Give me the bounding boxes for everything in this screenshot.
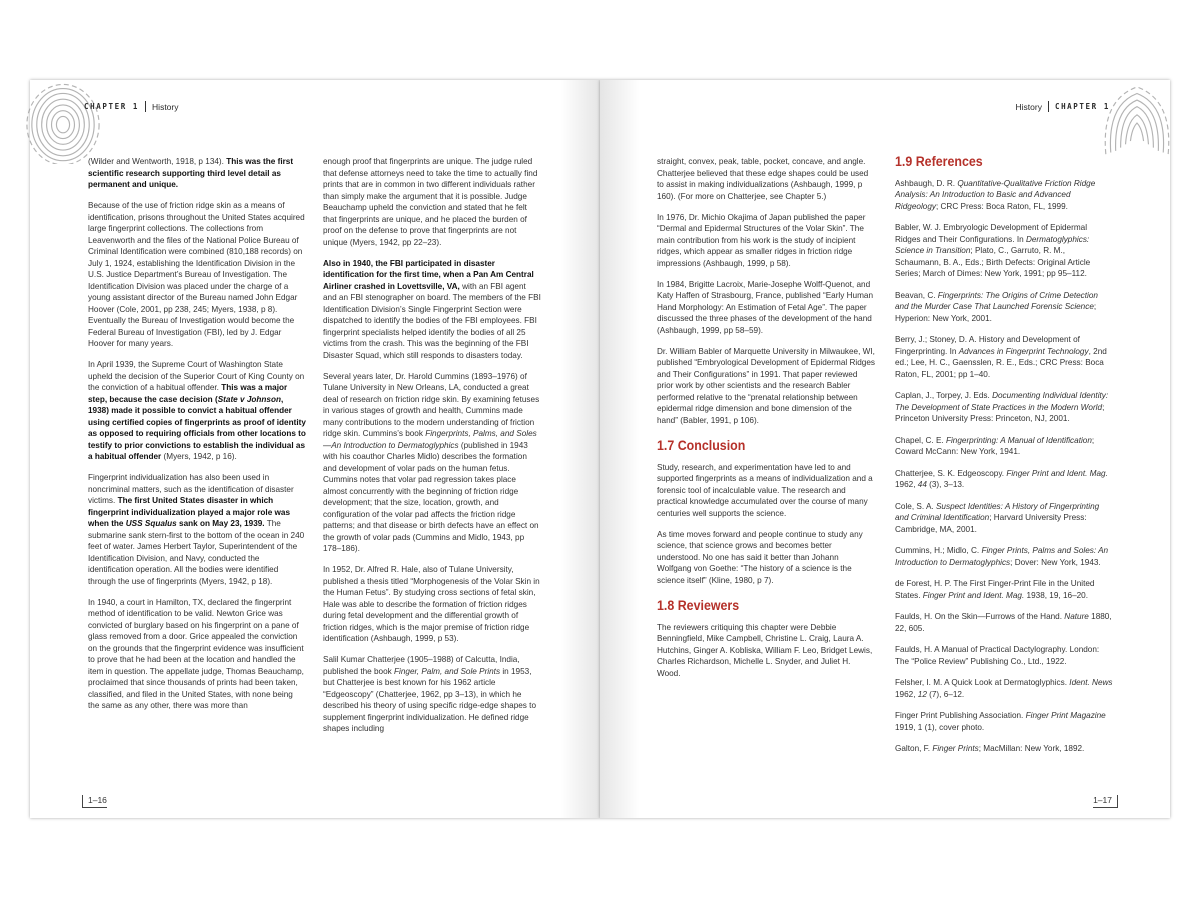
body-paragraph: In April 1939, the Supreme Court of Washington State upheld the decision of the Superior Court of King County on the conviction of a habitual offender. This was a major step, because the case decision (State v Johnson, 1938) made it possible to convict a habitual offender using certified copies of fingerprints as proof of identity as opposed to requiring officials from other locations to testify to prior convictions to establish the individual as a habitual offender (Myers, 1942, p 16).	[88, 360, 306, 461]
section-heading-conclusion: 1.7 Conclusion	[657, 438, 746, 453]
section-heading-reviewers: 1.8 Reviewers	[657, 598, 740, 613]
conclusion-body	[657, 462, 875, 587]
page-number: 1–16	[82, 795, 107, 808]
section-label: History	[1015, 101, 1042, 112]
body-paragraph: As time moves forward and people continue to study any science, that science grows and becomes better understood. No one has said it better than Johann Wolfgang von Goethe: “The history of a science is the science itself” (Kline, 1980, p 7).	[657, 529, 863, 585]
body-paragraph: In 1976, Dr. Michio Okajima of Japan published the paper “Dermal and Epidermal Structures of the Volar Skin”. The main contribution from his work is the study of incipient ridges, which appear as smaller ridges in friction ridge impressions (Ashbaugh, 1999, p 58).	[657, 212, 866, 268]
reference-entry: Felsher, I. M. A Quick Look at Dermatoglyphics. Ident. News 1962, 12 (7), 6–12.	[895, 678, 1113, 699]
reference-entry: Berry, J.; Stoney, D. A. History and Development of Fingerprinting. In Advances in Fingerprint Technology, 2nd ed.; Lee, H. C., Gaensslen, R. E., Eds.; CRC Press: Boca Raton, FL, 2001; pp 1–40.	[895, 335, 1107, 379]
header-divider	[1048, 101, 1049, 112]
page-gutter-shadow	[560, 80, 600, 818]
section-label: History	[152, 101, 179, 112]
reviewers-body	[657, 622, 875, 680]
reference-entry: Cummins, H.; Midlo, C. Finger Prints, Palms and Soles: An Introduction to Dermatoglyphics; Dover: New York, 1943.	[895, 546, 1109, 567]
reference-entry: de Forest, H. P. The First Finger-Print File in the United States. Finger Print and Ident. Mag. 1938, 19, 16–20.	[895, 579, 1095, 600]
page-number: 1–17	[1093, 795, 1118, 808]
body-paragraph: In 1952, Dr. Alfred R. Hale, also of Tulane University, published a thesis titled “Morphogenesis of the Volar Skin in the Human Fetus”. By studying cross sections of fetal skin, Hale was able to describe the formation of friction ridges during fetal development and the differential growth of friction ridges, which is the major premise of friction ridge identification (Ashbaugh, 1999, p 53).	[323, 565, 540, 643]
reference-entry: Chatterjee, S. K. Edgeoscopy. Finger Print and Ident. Mag. 1962, 44 (3), 3–13.	[895, 468, 1108, 489]
page-gutter-shadow	[600, 80, 640, 818]
reference-entry: Babler, W. J. Embryologic Development of Epidermal Ridges and Their Configurations. In Dermatoglyphics: Science in Transition; Plato, C., Garruto, R. M., Schaumann, B. A., Eds.; Birth Defects: Original Article Series; March of Dimes: New York, 1991; pp 95–112.	[895, 223, 1091, 278]
body-paragraph: Also in 1940, the FBI participated in disaster identification for the first time, when a Pan Am Central Airliner crashed in Lovettsville, VA, with an FBI agent and an FBI stenographer on board. The members of the FBI Identification Division’s Single Fingerprint Section were dispatched to identify the bodies of the FBI employees. FBI fingerprint specialists helped identify the bodies of all 25 victims from the crash. This was the beginning of the FBI Disaster Squad, which still responds to disasters today.	[323, 258, 541, 360]
text-column-right-1	[657, 156, 875, 689]
left-page	[30, 80, 600, 818]
reference-entry: Chapel, C. E. Fingerprinting: A Manual of Identification; Coward McCann: New York, 1941.	[895, 435, 1095, 456]
body-paragraph: The reviewers critiquing this chapter were Debbie Benningfield, Mike Campbell, Christine L. Craig, Laura A. Hutchins, Ginger A. Kobliska, William F. Leo, Bridget Lewis, Charles Richardson, Michelle L. Snyder, and Juliet H. Wood.	[657, 622, 873, 678]
reference-entry: Cole, S. A. Suspect Identities: A History of Fingerprinting and Criminal Identification; Harvard University Press: Cambridge, MA, 2001.	[895, 501, 1100, 534]
body-paragraph: Because of the use of friction ridge skin as a means of identification, prisons throughout the United States acquired large fingerprint collections. The collections from Leavenworth and the files of the National Police Bureau of Criminal Identification were combined (810,188 records) on July 1, 1924, establishing the Identification Division in the U.S. Justice Department’s Bureau of Investigation. The Identification Division was placed under the charge of a young assistant director of the Bureau named John Edgar Hoover (Cole, 2001, pp 238, 245; Myers, 1938, p 8). Eventually the Bureau of Investigation would become the Federal Bureau of Investigation (FBI), led by J. Edgar Hoover for many years.	[88, 201, 305, 348]
body-paragraph: Study, research, and experimentation have led to and supported fingerprints as a means of individualization and a forensic tool of incalculable value. The research and practical knowledge accumulated over the course of many centuries well supports the science.	[657, 462, 873, 518]
body-paragraph: In 1940, a court in Hamilton, TX, declared the fingerprint method of identification to be valid. Newton Grice was convicted of burglary based on his fingerprint on a pane of glass removed from a door. Grice appealed the conviction on the grounds that the fingerprint evidence was insufficient to prove that he had been at the location and handled the item in question. The appellate judge, Thomas Beauchamp, proclaimed that since thousands of prints had been taken, classified, and filed in the United States, with none being the same as any other, there was more than	[88, 597, 304, 710]
reference-entry: Ashbaugh, D. R. Quantitative-Qualitative Friction Ridge Analysis: An Introduction to Basic and Advanced Ridgeology; CRC Press: Boca Raton, FL, 1999.	[895, 178, 1096, 211]
fingerprint-icon	[1096, 82, 1178, 164]
reference-list	[895, 178, 1113, 755]
reference-entry: Caplan, J., Torpey, J. Eds. Documenting Individual Identity: The Development of State Practices in the Modern World; Princeton University Press: Princeton, NJ, 2001.	[895, 391, 1109, 423]
body-paragraph: straight, convex, peak, table, pocket, concave, and angle. Chatterjee believed that these edge shapes could be used to assist in making individualizations (Ashbaugh, 1999, p 160). (For more on Chatterjee, see Chapter 5.)	[657, 157, 869, 201]
chapter-label: CHAPTER 1	[84, 102, 140, 111]
body-paragraph: Fingerprint individualization has also been used in noncriminal matters, such as the identification of disaster victims. The first United States disaster in which fingerprint individualization played a major role was when the USS Squalus sank on May 23, 1939. The submarine sank stern-first to the bottom of the ocean in 240 feet of water. James Herbert Taylor, Superintendent of the Identification Division, and Navy, conducted the identification operation. All the bodies were identified through the use of fingerprints (Myers, 1942, p 18).	[88, 473, 305, 586]
reference-entry: Faulds, H. A Manual of Practical Dactylography. London: The “Police Review” Publishing Co., Ltd., 1922.	[895, 645, 1100, 666]
text-column-left-2	[323, 156, 541, 744]
section-heading-references: 1.9 References	[895, 154, 983, 169]
text-column-left-1	[88, 156, 306, 721]
history-continuation	[657, 156, 875, 426]
running-header	[1016, 101, 1111, 112]
chapter-label: CHAPTER 1	[1054, 102, 1110, 111]
header-divider	[145, 101, 146, 112]
reference-entry: Galton, F. Finger Prints; MacMillan: New York, 1892.	[895, 744, 1085, 753]
body-paragraph: Dr. William Babler of Marquette University in Milwaukee, WI, published “Embryological Development of Epidermal Ridges and Their Configurations” in 1991. That paper reviewed prior work by other scientists and the research Babler performed relative to the “prenatal relationship between epidermal ridge dimension and bone dimension of the hand” (Babler, 1991, p 106).	[657, 346, 875, 425]
body-paragraph: enough proof that fingerprints are unique. The judge ruled that defense attorneys need to take the time to actually find prints that are in common in two different individuals rather than simply make the argument that it is possible. Judge Beauchamp upheld the conviction and stated that he felt that fingerprints are unique, and he placed the burden of proof on the defense to prove that fingerprints are not unique (Myers, 1942, pp 22–23).	[323, 157, 538, 247]
right-page	[600, 80, 1170, 818]
running-header	[84, 101, 179, 112]
reference-entry: Finger Print Publishing Association. Finger Print Magazine 1919, 1 (1), cover photo.	[895, 711, 1106, 732]
body-paragraph: Salil Kumar Chatterjee (1905–1988) of Calcutta, India, published the book Finger, Palm, and Sole Prints in 1953, but Chatterjee is best known for his 1962 article “Edgeoscopy” (Chatterjee, 1962, pp 3–13), in which he described his theory of using specific ridge-edge shapes to supplement fingerprint individualization. He defined ridge shapes including	[323, 655, 536, 733]
reference-entry: Faulds, H. On the Skin—Furrows of the Hand. Nature 1880, 22, 605.	[895, 612, 1112, 633]
reference-entry: Beavan, C. Fingerprints: The Origins of Crime Detection and the Murder Case That Launched Forensic Science; Hyperion: New York, 2001.	[895, 290, 1098, 323]
body-paragraph: In 1984, Brigitte Lacroix, Marie-Josephe Wolff-Quenot, and Katy Haffen of Strasbourg, France, published “Early Human Hand Morphology: An Estimation of Fetal Age”. The paper discussed the three phases of the development of the hand (Ashbaugh, 1999, pp 58–59).	[657, 279, 874, 335]
text-column-right-2	[895, 156, 1113, 765]
body-paragraph: (Wilder and Wentworth, 1918, p 134). This was the first scientific research supporting third level detail as permanent and unique.	[88, 157, 294, 189]
fingerprint-icon	[22, 82, 104, 164]
body-paragraph: Several years later, Dr. Harold Cummins (1893–1976) of Tulane University in New Orleans, LA, conducted a great deal of research on friction ridge skin. By examining fetuses in various stages of growth and health, Cummins made many contributions to the modern understanding of friction ridge skin. Cummins’s book Fingerprints, Palms, and Soles—An Introduction to Dermatoglyphics (published in 1943 with his coauthor Charles Midlo) describes the formation and development of volar pads on the human fetus. Cummins notes that volar pad regression takes place almost concurrently with the beginning of friction ridge development; that the size, location, growth, and configuration of the volar pad affects the friction ridge patterns; and that disease or birth defects have an effect on the growth of volar pads (Cummins and Midlo, 1943, pp 178–186).	[323, 371, 540, 553]
